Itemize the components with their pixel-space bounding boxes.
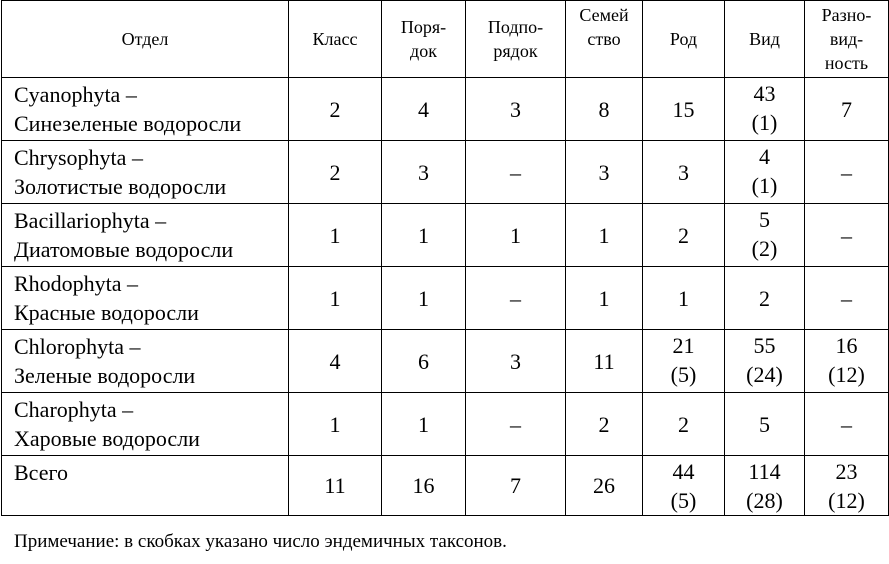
- family-count: 3: [566, 141, 643, 204]
- header-species: Вид: [725, 1, 805, 78]
- division-name: Chrysophyta – Золотистые водоросли: [2, 141, 289, 204]
- class-count: 2: [289, 78, 382, 141]
- suborder-count: –: [466, 267, 566, 330]
- class-count: 1: [289, 204, 382, 267]
- species-count: 114 (28): [725, 456, 805, 516]
- header-dept: Отдел: [2, 1, 289, 78]
- genus-count: 2: [643, 393, 725, 456]
- class-count: 1: [289, 393, 382, 456]
- suborder-count: –: [466, 141, 566, 204]
- family-count: 11: [566, 330, 643, 393]
- family-count: 26: [566, 456, 643, 516]
- table-row: [2, 141, 889, 204]
- genus-count: 15: [643, 78, 725, 141]
- total-row: [2, 456, 889, 516]
- division-name: Charophyta – Харовые водоросли: [2, 393, 289, 456]
- suborder-count: 3: [466, 330, 566, 393]
- division-name: Chlorophyta – Зеленые водоросли: [2, 330, 289, 393]
- suborder-count: 7: [466, 456, 566, 516]
- species-count: 43 (1): [725, 78, 805, 141]
- class-count: 2: [289, 141, 382, 204]
- family-count: 2: [566, 393, 643, 456]
- order-count: 1: [382, 393, 466, 456]
- genus-count: 21 (5): [643, 330, 725, 393]
- class-count: 11: [289, 456, 382, 516]
- genus-count: 1: [643, 267, 725, 330]
- order-count: 3: [382, 141, 466, 204]
- family-count: 1: [566, 204, 643, 267]
- header-genus: Род: [643, 1, 725, 78]
- species-count: 2: [725, 267, 805, 330]
- order-count: 1: [382, 267, 466, 330]
- table-note: Примечание: в скобках указано число эндемичных таксонов.: [14, 531, 507, 552]
- suborder-count: –: [466, 393, 566, 456]
- variety-count: –: [805, 393, 889, 456]
- header-variety: Разно- вид- ность: [805, 1, 889, 78]
- division-name: Bacillariophyta – Диатомовые водоросли: [2, 204, 289, 267]
- variety-count: 16 (12): [805, 330, 889, 393]
- table-row: [2, 204, 889, 267]
- order-count: 4: [382, 78, 466, 141]
- division-name: Cyanophyta – Синезеленые водоросли: [2, 78, 289, 141]
- table-row: [2, 393, 889, 456]
- header-class: Класс: [289, 1, 382, 78]
- species-count: 5: [725, 393, 805, 456]
- order-count: 16: [382, 456, 466, 516]
- suborder-count: 3: [466, 78, 566, 141]
- variety-count: –: [805, 267, 889, 330]
- variety-count: –: [805, 204, 889, 267]
- header-row: [2, 1, 889, 78]
- header-family: Семей ство: [566, 1, 643, 78]
- header-suborder: Подпо- рядок: [466, 1, 566, 78]
- species-count: 5 (2): [725, 204, 805, 267]
- variety-count: –: [805, 141, 889, 204]
- variety-count: 7: [805, 78, 889, 141]
- order-count: 6: [382, 330, 466, 393]
- class-count: 4: [289, 330, 382, 393]
- class-count: 1: [289, 267, 382, 330]
- header-order: Поря- док: [382, 1, 466, 78]
- family-count: 1: [566, 267, 643, 330]
- division-name: Rhodophyta – Красные водоросли: [2, 267, 289, 330]
- variety-count: 23 (12): [805, 456, 889, 516]
- species-count: 4 (1): [725, 141, 805, 204]
- family-count: 8: [566, 78, 643, 141]
- order-count: 1: [382, 204, 466, 267]
- suborder-count: 1: [466, 204, 566, 267]
- species-count: 55 (24): [725, 330, 805, 393]
- total-label: Всего: [2, 456, 289, 516]
- table-row: [2, 78, 889, 141]
- table-row: [2, 330, 889, 393]
- genus-count: 3: [643, 141, 725, 204]
- table-row: [2, 267, 889, 330]
- genus-count: 2: [643, 204, 725, 267]
- taxa-table: [1, 0, 889, 516]
- genus-count: 44 (5): [643, 456, 725, 516]
